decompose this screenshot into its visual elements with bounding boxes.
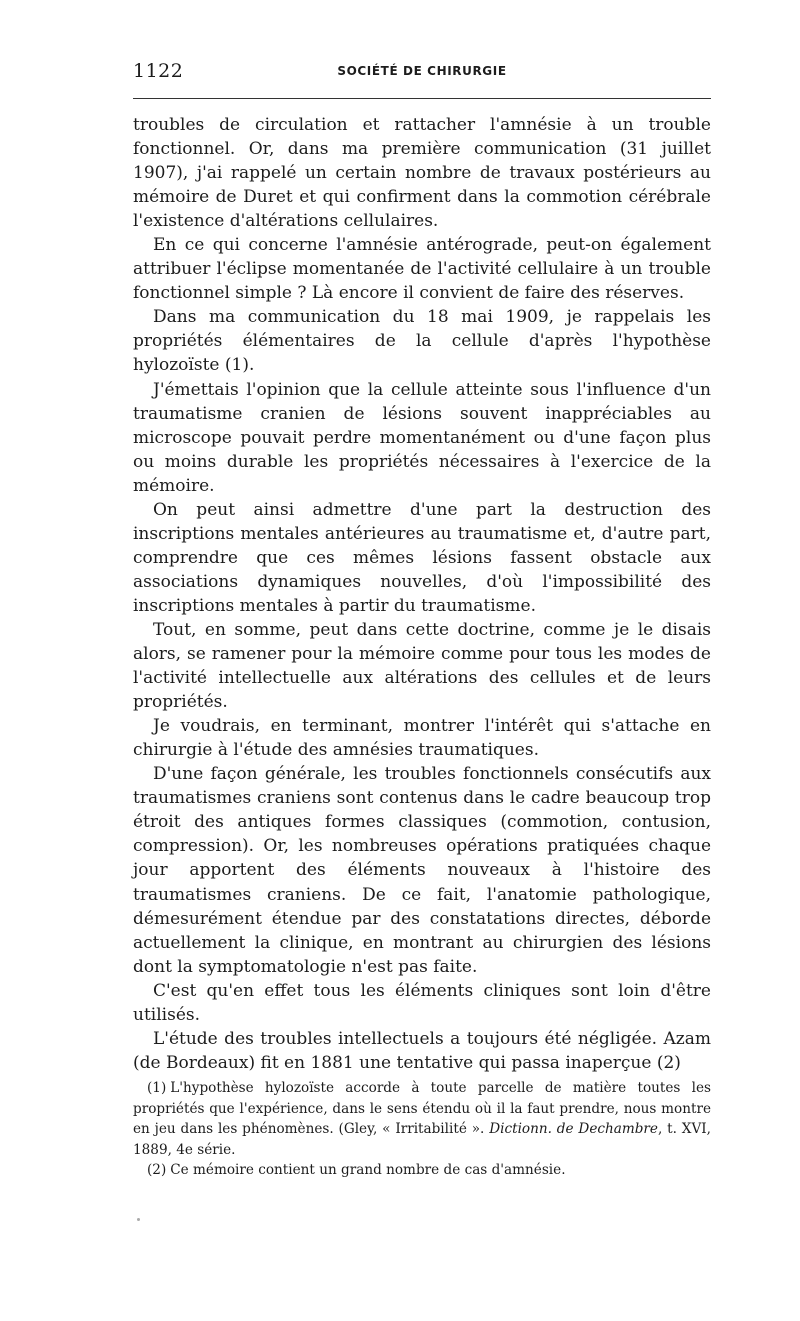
header-rule — [133, 98, 711, 99]
footnote-citation: Dictionn. de Dechambre — [489, 1121, 658, 1137]
footnote — [133, 1078, 711, 1160]
footnote-ref: (1) — [147, 1080, 167, 1096]
paragraph: troubles de circulation et rattacher l'amnésie à un trouble fonctionnel. Or, dans ma première communication (31 juillet 1907), j'ai rappelé un certain nombre de travaux postérieurs au mémoire de Duret et qui confirment dans la commotion cérébrale l'existence d'altérations cellulaires. — [133, 115, 711, 232]
paragraph: D'une façon générale, les troubles fonctionnels consécutifs aux traumatismes craniens sont contenus dans le cadre beaucoup trop étroit des antiques formes classiques (commotion, contusion, compression). Or, les nombreuses opérations pratiquées chaque jour apportent des éléments nouveaux à l'histoire des traumatismes craniens. De ce fait, l'anatomie pathologique, démesurément étendue par des constatations directes, déborde actuellement la clinique, en montrant au chirurgien des lésions dont la symptomatologie n'est pas faite. — [133, 764, 711, 977]
paragraph: J'émettais l'opinion que la cellule atteinte sous l'influence d'un traumatisme cranien de lésions souvent inappréciables au microscope pouvait perdre momentanément ou d'une façon plus ou moins durable les propriétés nécessaires à l'exercice de la mémoire. — [133, 379, 711, 496]
paragraph: On peut ainsi admettre d'une part la destruction des inscriptions mentales antérieures au traumatisme et, d'autre part, comprendre que ces mêmes lésions fassent obstacle aux associations dynamiques nouvelles, d'où l'impossibilité des inscriptions mentales à partir du traumatisme. — [133, 499, 711, 616]
footnotes — [133, 1078, 711, 1181]
paper-speck — [137, 1218, 140, 1221]
body-text — [133, 113, 711, 1075]
footnote-text: L'hypothèse hylozoïste accorde à toute parcelle de matière toutes les propriétés que l'expérience, dans le sens étendu où il la faut prendre, nous montre en jeu dans les phénomènes. (Gley, « Irritabilité ». — [133, 1080, 711, 1137]
running-title: SOCIÉTÉ DE CHIRURGIE — [337, 64, 507, 78]
paragraph: L'étude des troubles intellectuels a toujours été négligée. Azam (de Bordeaux) fit en 1881 une tentative qui passa inaperçue (2) — [133, 1028, 711, 1073]
document-page — [133, 58, 711, 1178]
footnote-ref: (2) — [147, 1162, 167, 1178]
footnote — [133, 1160, 711, 1181]
page-number: 1122 — [133, 60, 184, 82]
paragraph: Dans ma communication du 18 mai 1909, je rappelais les propriétés élémentaires de la cellule d'après l'hypothèse hylozoïste (1). — [133, 307, 711, 376]
footnote-text: Ce mémoire contient un grand nombre de cas d'amnésie. — [170, 1162, 566, 1178]
footnote-tail: , t. XVI, 1889, 4e série. — [133, 1121, 711, 1158]
paragraph: Tout, en somme, peut dans cette doctrine, comme je le disais alors, se ramener pour la mémoire comme pour tous les modes de l'activité intellectuelle aux altérations des cellules et de leurs propriétés. — [133, 619, 711, 713]
paragraph: En ce qui concerne l'amnésie antérograde, peut-on également attribuer l'éclipse momentanée de l'activité cellulaire à un trouble fonctionnel simple ? Là encore il convient de faire des réserves. — [133, 235, 711, 304]
paragraph: Je voudrais, en terminant, montrer l'intérêt qui s'attache en chirurgie à l'étude des amnésies traumatiques. — [133, 716, 711, 761]
page-header — [133, 58, 711, 88]
paragraph: C'est qu'en effet tous les éléments cliniques sont loin d'être utilisés. — [133, 980, 711, 1025]
